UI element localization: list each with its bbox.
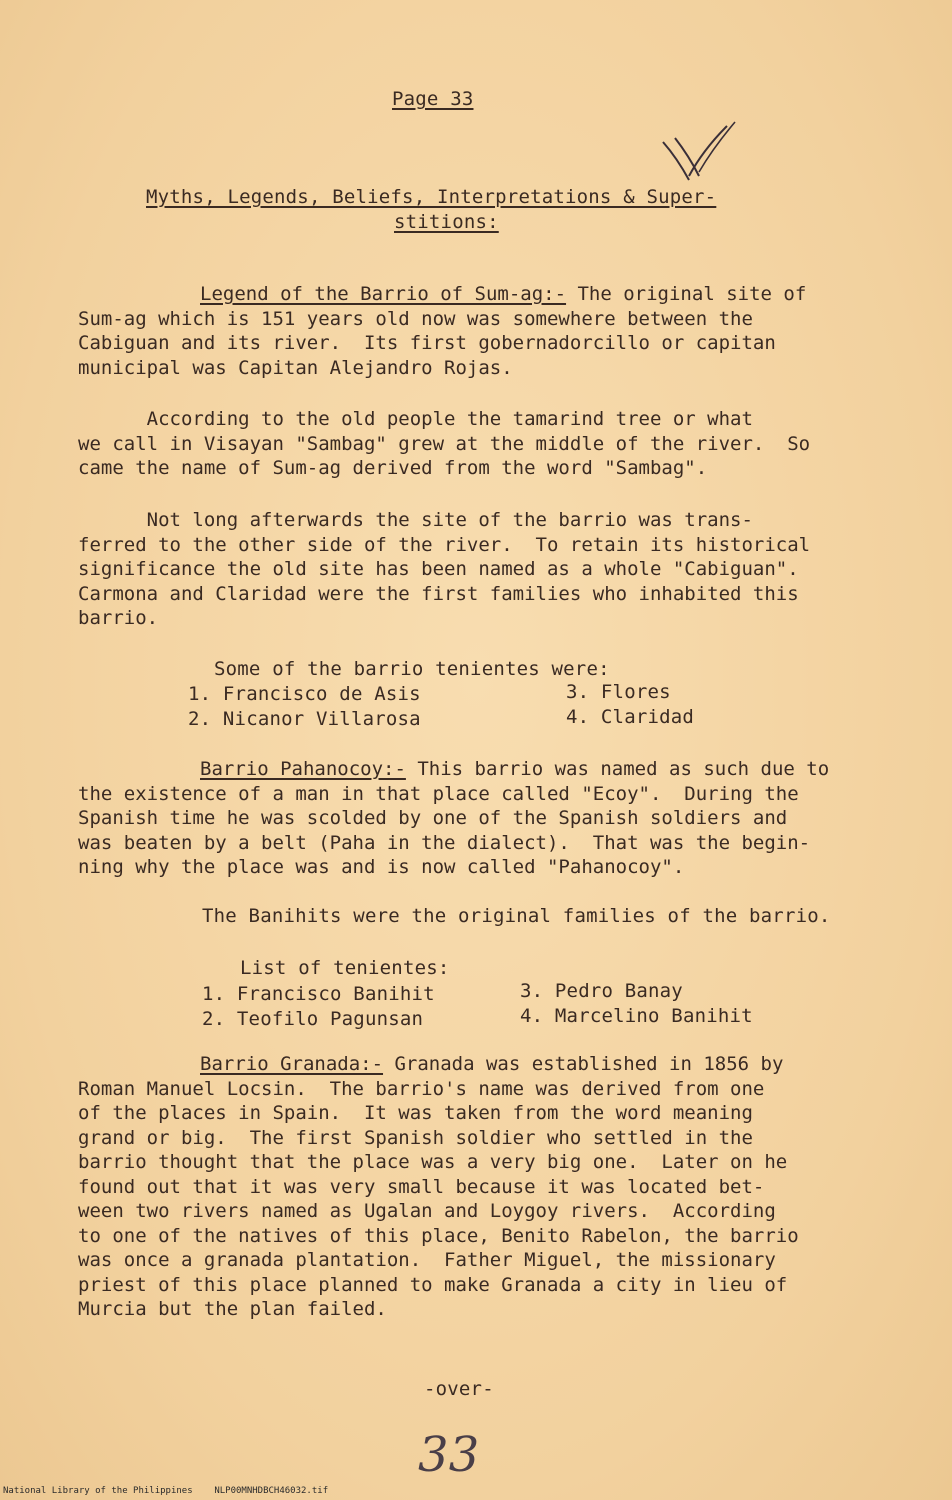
pahanocoy-line: Spanish time he was scolded by one of the Spanish soldiers and (78, 807, 788, 829)
pahanocoy-paragraph (78, 757, 878, 880)
granada-line: barrio thought that the place was a very big one. Later on he (78, 1151, 788, 1173)
handwritten-check-mark (655, 120, 745, 190)
sumag-line: Cabiguan and its river. Its first gobernadorcillo or capitan (78, 332, 776, 354)
tenientes-1-item: 3. Flores (566, 681, 671, 703)
tenientes-2-item: 2. Teofilo Pagunsan (202, 1008, 424, 1030)
granada-line: ween two rivers named as Ugalan and Loygoy rivers. According (78, 1200, 776, 1222)
tenientes-2-item: 3. Pedro Banay (520, 980, 683, 1002)
page-header: Page 33 (392, 88, 474, 110)
granada-line: of the places in Spain. It was taken from the word meaning (78, 1102, 753, 1124)
granada-line: priest of this place planned to make Granada a city in lieu of (78, 1273, 788, 1296)
title-line-2: stitions: (394, 211, 499, 233)
granada-line-1: Granada was established in 1856 by (383, 1053, 784, 1075)
tenientes-1-intro: Some of the barrio tenientes were: (214, 658, 610, 680)
pahanocoy-line: the existence of a man in that place called "Ecoy". During the (78, 782, 799, 805)
pahanocoy-line-1: This barrio was named as such due to (405, 758, 830, 780)
title-line-1: Myths, Legends, Beliefs, Interpretations & Super- (146, 186, 717, 208)
tenientes-1-item: 1. Francisco de Asis (188, 683, 421, 705)
tenientes-2-item: 1. Francisco Banihit (202, 983, 435, 1005)
transfer-line: ferred to the other side of the river. To retain its historical (78, 533, 811, 556)
granada-line: Murcia but the plan failed. (78, 1298, 387, 1320)
pahanocoy-line: was beaten by a belt (Paha in the dialect). That was the begin- (78, 831, 811, 854)
tenientes-1-item: 4. Claridad (566, 706, 695, 728)
sumag-heading: Legend of the Barrio of Sum-ag:- (200, 283, 567, 305)
granada-line: Roman Manuel Locsin. The barrio's name was derived from one (78, 1077, 765, 1100)
transfer-line: significance the old site has been named as a whole "Cabiguan". (78, 558, 799, 580)
granada-line: to one of the natives of this place, Benito Rabelon, the barrio (78, 1224, 799, 1247)
tamarind-paragraph (78, 407, 878, 481)
pahanocoy-heading: Barrio Pahanocoy:- (200, 758, 406, 780)
granada-paragraph (78, 1052, 878, 1322)
sumag-line: municipal was Capitan Alejandro Rojas. (78, 356, 513, 379)
transfer-paragraph (78, 508, 878, 631)
sumag-line: Sum-ag which is 151 years old now was somewhere between the (78, 307, 753, 330)
tamarind-line: came the name of Sum-ag derived from the word "Sambag". (78, 457, 708, 479)
pahanocoy-line: ning why the place was and is now called "Pahanocoy". (78, 856, 685, 878)
archive-footer: National Library of the Philippines NLP00MNHDBCH46032.tif (3, 1486, 329, 1496)
transfer-line: barrio. (78, 607, 159, 629)
tenientes-2-item: 4. Marcelino Banihit (520, 1005, 753, 1027)
sumag-line-1: The original site of (566, 283, 807, 305)
over-marker: -over- (424, 1378, 494, 1400)
granada-line: found out that it was very small because it was located bet- (78, 1175, 765, 1198)
tenientes-2-intro: List of tenientes: (240, 957, 450, 979)
tenientes-1-item: 2. Nicanor Villarosa (188, 708, 421, 730)
transfer-line: Not long afterwards the site of the barrio was trans- (78, 509, 753, 531)
banihits-line: The Banihits were the original families of the barrio. (202, 905, 831, 927)
sumag-paragraph (78, 282, 878, 380)
handwritten-page-number: 33 (418, 1427, 480, 1483)
granada-line: grand or big. The first Spanish soldier who settled in the (78, 1126, 753, 1149)
granada-line: was once a granada plantation. Father Miguel, the missionary (78, 1249, 776, 1271)
transfer-line: Carmona and Claridad were the first families who inhabited this (78, 582, 799, 605)
granada-heading: Barrio Granada:- (200, 1053, 384, 1075)
tamarind-line: According to the old people the tamarind tree or what (78, 408, 753, 430)
tamarind-line: we call in Visayan "Sambag" grew at the middle of the river. So (78, 432, 811, 455)
